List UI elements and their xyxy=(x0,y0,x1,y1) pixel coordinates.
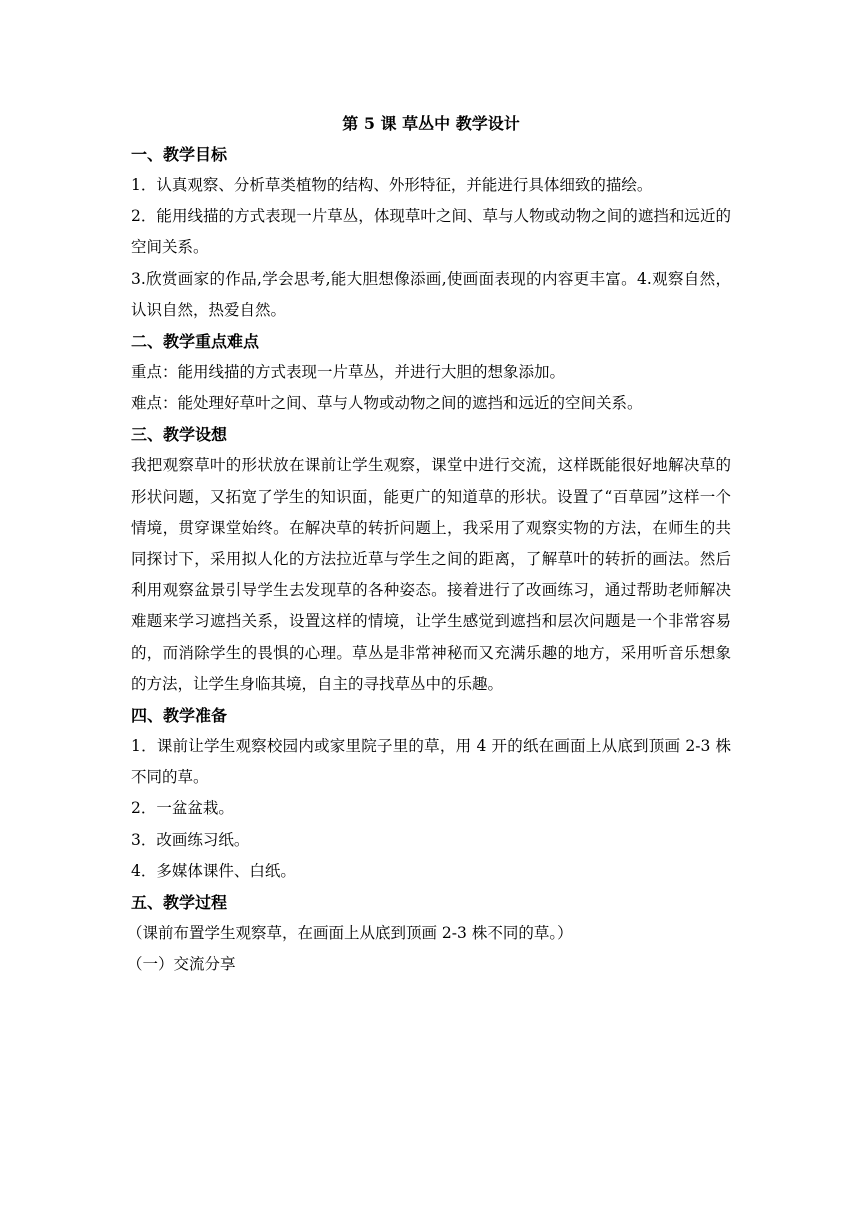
preparation-item-4: 4．多媒体课件、白纸。 xyxy=(131,861,296,880)
key-point-item: 重点：能用线描的方式表现一片草丛，并进行大胆的想象添加。 xyxy=(131,363,566,382)
section-heading-objectives: 一、教学目标 xyxy=(131,145,228,164)
preparation-item-1: 1．课前让学生观察校园内或家里院子里的草，用 4 开的纸在画面上从底到顶画 2-3 株不同的草。 xyxy=(131,737,731,787)
process-note: （课前布置学生观察草，在画面上从底到顶画 2-3 株不同的草。） xyxy=(127,924,573,943)
objective-item-2: 2．能用线描的方式表现一片草丛，体现草叶之间、草与人物或动物之间的遮挡和远近的空间关系。 xyxy=(131,207,731,257)
section-heading-design-idea: 三、教学设想 xyxy=(131,425,228,445)
objective-item-3: 3.欣赏画家的作品,学会思考,能大胆想像添画,使画面表现的内容更丰富。4.观察自然，认识自然，热爱自然。 xyxy=(131,269,731,319)
document-content xyxy=(127,108,731,980)
section-heading-key-points: 二、教学重点难点 xyxy=(131,332,260,352)
difficulty-item: 难点：能处理好草叶之间、草与人物或动物之间的遮挡和远近的空间关系。 xyxy=(131,394,643,413)
process-step-1: （一）交流分享 xyxy=(127,955,236,974)
design-idea-paragraph: 我把观察草叶的形状放在课前让学生观察，课堂中进行交流，这样既能很好地解决草的形状问题，又拓宽了学生的知识面，能更广的知道草的形状。设置了“百草园”这样一个情境，贯穿课堂始终。在解决草的转折问题上，我采用了观察实物的方法，在师生的共同探讨下，采用拟人化的方法拉近草与学生之间的距离，了解草叶的转折的画法。然后利用观察盆景引导学生去发现草的各种姿态。接着进行了改画练习，通过帮助老师解决难题来学习遮挡关系，设置这样的情境，让学生感觉到遮挡和层次问题是一个非常容易的，而消除学生的畏惧的心理。草丛是非常神秘而又充满乐趣的地方，采用听音乐想象的方法，让学生身临其境，自主的寻找草丛中的乐趣。 xyxy=(131,456,731,693)
preparation-item-3: 3．改画练习纸。 xyxy=(131,830,250,849)
document-title: 第 5 课 草丛中 教学设计 xyxy=(342,114,520,133)
section-heading-process: 五、教学过程 xyxy=(131,893,228,913)
section-heading-preparation: 四、教学准备 xyxy=(131,706,228,726)
preparation-item-2: 2．一盆盆栽。 xyxy=(131,799,234,818)
objective-item-1: 1．认真观察、分析草类植物的结构、外形特征，并能进行具体细致的描绘。 xyxy=(131,176,653,194)
